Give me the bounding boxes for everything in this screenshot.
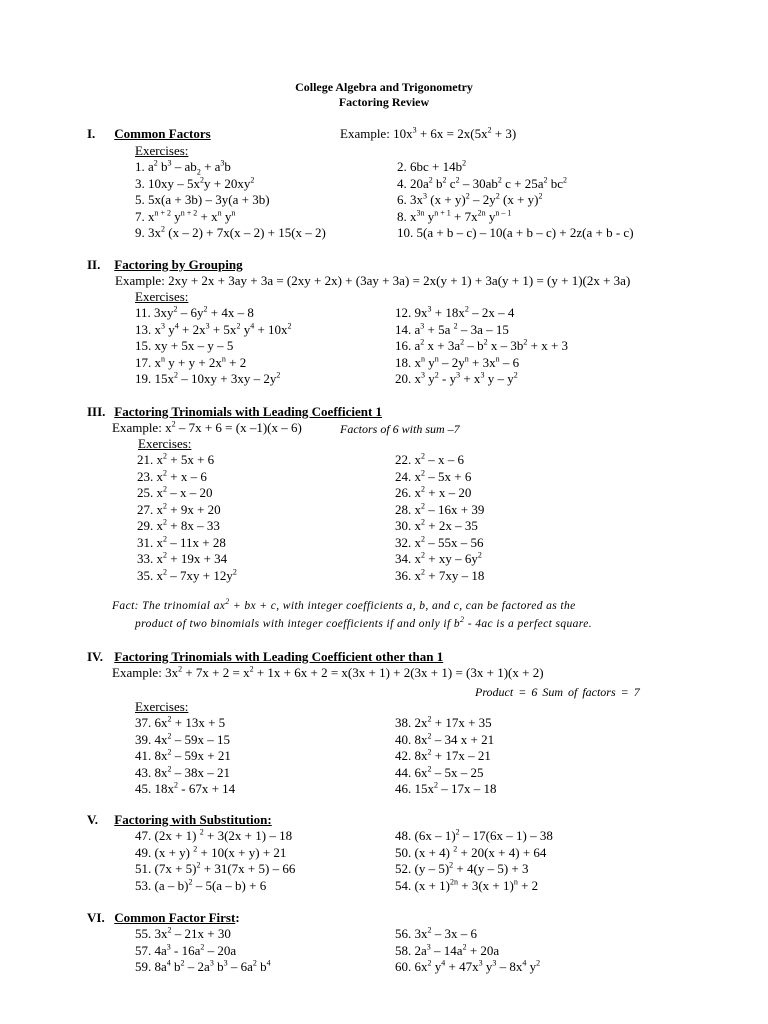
exercise-item: 25. $x^2$ – x – 20 — [137, 484, 213, 500]
exercise-item: 3. $10xy - 5x^2y + 20xy^2$ — [135, 175, 255, 191]
section-title-suffix: : — [235, 910, 240, 925]
section-5-header — [87, 812, 272, 828]
exercise-item: 32. $x^2 - 55x - 56$ — [395, 534, 484, 550]
doc-subtitle: Factoring Review — [338, 95, 430, 109]
exercise-item: 27. $x^2 + 9x + 20$ — [137, 501, 221, 517]
exercise-item: 47. (2x + 1) $^2$ + 3(2x + 1) – 18 — [135, 827, 293, 843]
exercise-item: 41. $8x^2 - 59x + 21$ — [135, 747, 231, 763]
exercise-item: 10. 5(a + b – c) – 10(a + b – c) + 2z(a + b - c) — [397, 225, 634, 240]
exercise-item: 36. $x^2 + 7xy - 18$ — [395, 567, 485, 583]
section-4-example: Example: $3x^2 + 7x + 2 = x^2 + 1x + 6x + 2 = x(3x + 1) + 2(3x + 1) = (3x + 1)(x + 2)$ — [112, 664, 544, 680]
section-4-example-note: Product = 6 Sum of factors = 7 — [475, 685, 640, 699]
exercise-item: 48. (6x – 1)$^2$ – 17(6x – 1) – 38 — [395, 827, 553, 843]
exercise-item: 60. $6x^2$ $y^4 + 47x^3$ $y^3 - 8x^4$ $y^2$ — [395, 958, 541, 974]
exercise-item: 2. $6bc + 14b^2$ — [397, 158, 467, 174]
exercise-item: 52. (y – 5)$^2$ + 4(y – 5) + 3 — [395, 860, 529, 876]
exercise-item: 38. $2x^2 + 17x + 35$ — [395, 714, 492, 730]
exercise-item: 17. $x^n$ $y + y + 2x^n + 2$ — [135, 354, 247, 370]
exercise-item: 49. (x + y) $^2$ + 10(x + y) + 21 — [135, 844, 287, 860]
exercise-item: 9. $3x^2$ (x – 2) + 7x(x – 2) + 15(x – 2) — [135, 224, 326, 240]
exercise-item: 20. $x^3$ $y^2 - y^3 + x^3$ y – $y^2$ — [395, 370, 518, 386]
section-1-header — [87, 126, 211, 142]
exercise-item: 55. $3x^2 - 21x + 30$ — [135, 925, 231, 941]
exercise-item: 39. $4x^2 - 59x - 15$ — [135, 731, 230, 747]
section-3-example-note: Factors of 6 with sum –7 — [340, 422, 460, 436]
section-6-header — [87, 910, 240, 926]
exercises-label: Exercises: — [135, 289, 189, 304]
section-number: IV. — [87, 649, 104, 664]
exercise-item: 58. $2a^3 - 14a^2 + 20a$ — [395, 942, 500, 958]
exercise-item: 22. $x^2$ – x – 6 — [395, 451, 464, 467]
section-number: V. — [87, 812, 98, 827]
exercise-item: 4. $20a^2$ $b^2$ $c^2 - 30ab^2$ $c + 25a^2$ $bc^2$ — [397, 175, 567, 191]
exercise-item: 5. 5x(a + 3b) – 3y(a + 3b) — [135, 192, 270, 207]
section-3-example: Example: $x^2 - 7x + 6 = (x$ –1)(x – 6) — [112, 419, 302, 435]
exercise-item: 28. $x^2 - 16x + 39$ — [395, 501, 485, 517]
fact-line-1: Fact: The trinomial $ax^2$ + bx + c, with integer coefficients a, b, and c, can be factored as the — [112, 597, 576, 612]
section-3-header — [87, 404, 382, 420]
exercise-item: 26. $x^2 + x - 20$ — [395, 484, 472, 500]
section-1-example: Example: $10x^3 + 6x = 2x(5x^2 + 3)$ — [340, 125, 517, 141]
exercise-item: 34. $x^2$ + xy – $6y^2$ — [395, 550, 482, 566]
section-title: Factoring by Grouping — [114, 257, 243, 272]
exercise-item: 7. $x^{n + 2}$ $y^{n + 2} + x^n$ $y^n$ — [135, 208, 236, 224]
exercise-item: 53. (a – b)$^2$ – 5(a – b) + 6 — [135, 877, 267, 893]
exercise-item: 56. $3x^2 - 3x - 6$ — [395, 925, 477, 941]
exercise-item: 59. $8a^4$ $b^2 - 2a^3$ $b^3 - 6a^2$ $b^4$ — [135, 958, 271, 974]
exercises-label: Exercises: — [135, 699, 189, 714]
exercise-item: 42. $8x^2 + 17x - 21$ — [395, 747, 491, 763]
exercise-item: 14. $a^3 + 5a$ $^2$ – 3a – 15 — [395, 321, 509, 337]
doc-title: College Algebra and Trigonometry — [295, 80, 473, 94]
exercise-item: 24. $x^2 - 5x + 6$ — [395, 468, 472, 484]
exercise-item: 19. $15x^2 - 10xy + 3xy - 2y^2$ — [135, 370, 281, 386]
exercise-item: 11. $3xy^2 - 6y^2 + 4x - 8$ — [135, 304, 254, 320]
exercise-item: 51. $(7x + 5)^2 + 31(7x + 5) - 66$ — [135, 860, 296, 876]
exercise-item: 54. $(x + 1)^{2n} + 3(x + 1)^n + 2$ — [395, 877, 539, 893]
exercise-item: 50. (x + 4) $^2$ + 20(x + 4) + 64 — [395, 844, 547, 860]
exercise-item: 30. $x^2 + 2x - 35$ — [395, 517, 478, 533]
fact-line-2: product of two binomials with integer coefficients if and only if $b^2 - 4ac$ is a perfect square. — [135, 615, 593, 630]
exercise-item: 13. $x^3$ $y^4 + 2x^3 + 5x^2$ $y^4 + 10x^2$ — [135, 321, 292, 337]
exercise-item: 45. $18x^2 - 67x + 14$ — [135, 780, 236, 796]
exercise-item: 35. $x^2 - 7xy + 12y^2$ — [137, 567, 237, 583]
exercise-item: 57. $4a^3 - 16a^2 - 20a$ — [135, 942, 237, 958]
section-title: Factoring Trinomials with Leading Coefficient 1 — [114, 404, 383, 419]
section-number: III. — [87, 404, 106, 419]
section-number: I. — [87, 126, 96, 141]
exercise-item: 15. xy + 5x – y – 5 — [135, 338, 234, 353]
section-4-header — [87, 649, 443, 665]
exercise-item: 31. $x^2 - 11x + 28$ — [137, 534, 226, 550]
exercise-item: 8. $x^{3n}$ $y^{n + 1} + 7x^{2n}$ $y^{n - 1}$ — [397, 208, 512, 224]
section-number: VI. — [87, 910, 105, 925]
exercise-item: 12. $9x^3 + 18x^2 - 2x - 4$ — [395, 304, 515, 320]
exercises-label: Exercises: — [135, 143, 189, 158]
exercise-item: 43. $8x^2 - 38x - 21$ — [135, 764, 230, 780]
exercise-item: 44. $6x^2 - 5x - 25$ — [395, 764, 484, 780]
exercise-item: 29. $x^2 + 8x - 33$ — [137, 517, 220, 533]
exercise-item: 16. $a^2$ $x + 3a^2 - b^2$ $x - 3b^2 + x + 3$ — [395, 337, 569, 353]
exercise-item: 23. $x^2 + x - 6$ — [137, 468, 207, 484]
section-2-header — [87, 257, 243, 273]
exercise-item: 37. $6x^2 + 13x + 5$ — [135, 714, 226, 730]
exercise-item: 40. $8x^2 - 34$ x + 21 — [395, 731, 495, 747]
exercises-label: Exercises: — [138, 436, 192, 451]
exercise-item: 18. $x^n$ $y^n - 2y^n + 3x^n - 6$ — [395, 354, 520, 370]
section-number: II. — [87, 257, 101, 272]
exercise-item: 33. $x^2 + 19x + 34$ — [137, 550, 228, 566]
exercise-item: 21. $x^2 + 5x + 6$ — [137, 451, 215, 467]
exercise-item: 1. $a^2$ $b^3 - ab_2 + a^3b$ — [135, 158, 231, 177]
section-2-example: Example: 2xy + 2x + 3ay + 3a = (2xy + 2x) + (3ay + 3a) = 2x(y + 1) + 3a(y + 1) = (y + 1)(2x + 3a) — [115, 273, 631, 288]
section-title: Factoring Trinomials with Leading Coefficient other than 1 — [114, 649, 444, 664]
section-title: Common Factors — [114, 126, 211, 141]
exercise-item: 46. $15x^2 - 17x - 18$ — [395, 780, 497, 796]
exercise-item: 6. $3x^3$ $(x + y)^2 - 2y^2$ $(x + y)^2$ — [397, 191, 543, 207]
section-title: Common Factor First — [114, 910, 236, 925]
section-title: Factoring with Substitution: — [114, 812, 272, 827]
